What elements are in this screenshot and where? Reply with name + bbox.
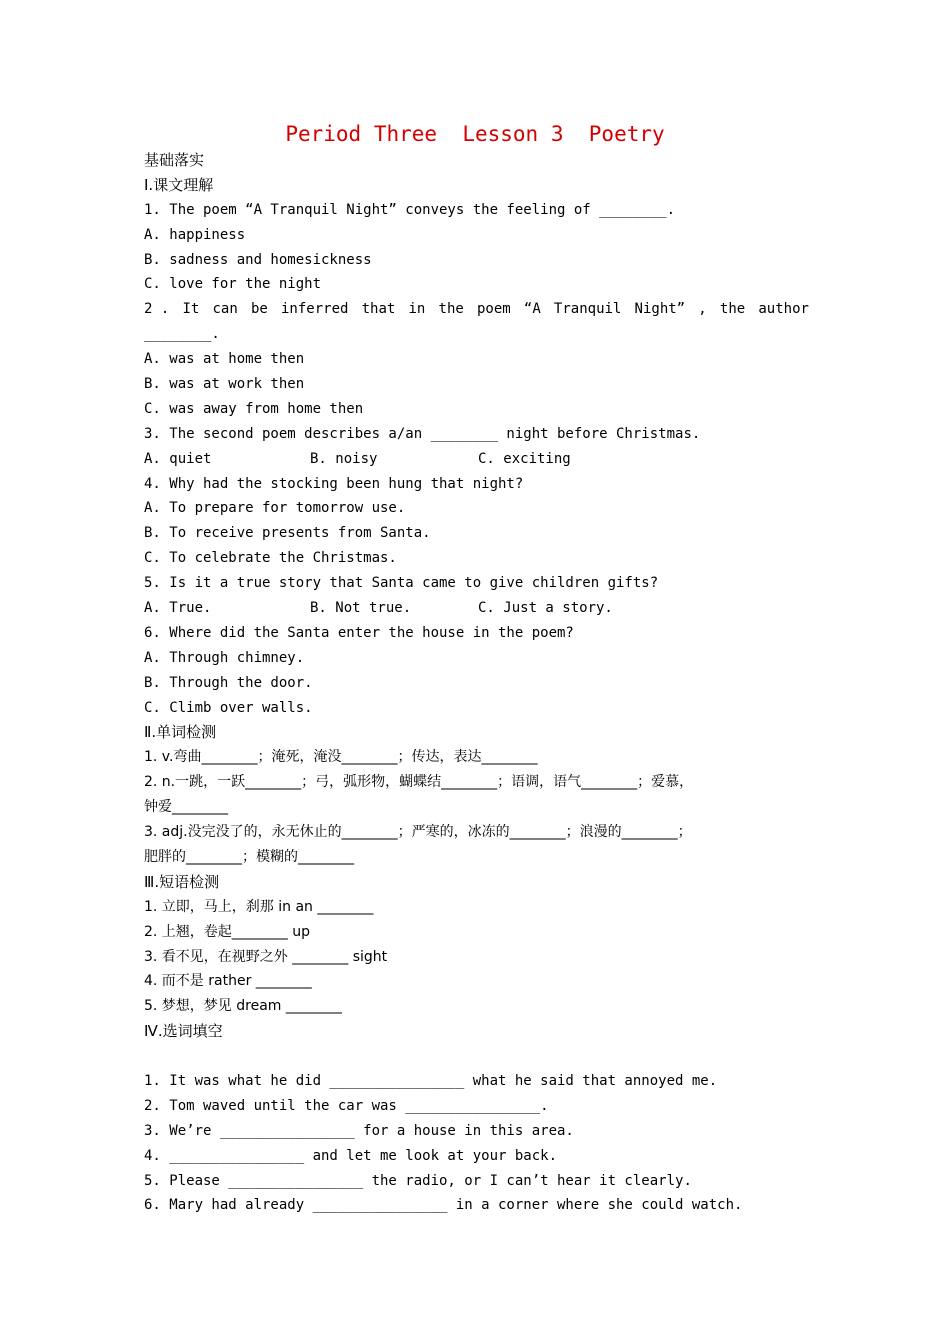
q2-word: in [408, 301, 426, 318]
q3-option-a: A. quiet [144, 450, 212, 467]
q2-option-c: C. was away from home then [144, 400, 364, 417]
vocab-line-3: 钟爱________ [144, 799, 228, 816]
q5-option-b: B. Not true. [310, 600, 412, 617]
q4-option-b: B. To receive presents from Santa. [144, 525, 431, 542]
q2-word: Tranquil [553, 301, 622, 318]
q2-word: that [361, 301, 396, 318]
q3-option-b: B. noisy [310, 450, 378, 467]
q5-option-a: A. True. [144, 600, 212, 617]
q3-option-c: C. exciting [478, 450, 571, 467]
phrase-line-3: 3. 看不见，在视野之外 ________ sight [144, 948, 388, 965]
q2-word: Night” [634, 301, 686, 318]
phrase-line-2: 2. 上翘，卷起________ up [144, 923, 311, 940]
q2-option-b: B. was at work then [144, 376, 305, 393]
q4-option-c: C. To celebrate the Christmas. [144, 550, 397, 567]
q5-options [144, 596, 809, 621]
q2-word: the [719, 301, 746, 318]
q6-option-a: A. Through chimney. [144, 649, 305, 666]
question-3: 3. The second poem describes a/an ________ night before Christmas. [144, 425, 701, 442]
question-5: 5. Is it a true story that Santa came to give children gifts? [144, 575, 659, 592]
q2-word: “A [523, 301, 541, 318]
q1-option-b: B. sadness and homesickness [144, 251, 372, 268]
question-2-continuation: ________. [144, 326, 220, 343]
question-2 [144, 297, 809, 322]
q1-option-c: C. love for the night [144, 276, 322, 293]
q2-word: the [438, 301, 464, 318]
section2-heading: Ⅱ.单词检测 [144, 723, 217, 742]
vocab-line-4: 3. adj.没完没了的，永无休止的________；严寒的，冰冻的________；浪漫的________； [144, 824, 692, 841]
q2-word: be [250, 301, 268, 318]
vocab-line-5: 肥胖的________；模糊的________ [144, 848, 354, 865]
page-title: Period Three Lesson 3 Poetry [285, 122, 665, 146]
question-1: 1. The poem “A Tranquil Night” conveys the feeling of ________. [144, 201, 676, 218]
subtitle: 基础落实 [144, 151, 205, 169]
section4-heading: Ⅳ.选词填空 [144, 1022, 223, 1041]
q2-word: can [212, 301, 238, 318]
q2-word: It [182, 301, 200, 318]
section-spacer [144, 1044, 809, 1069]
section3-heading: Ⅲ.短语检测 [144, 872, 220, 891]
q2-option-a: A. was at home then [144, 351, 305, 368]
phrase-line-4: 4. 而不是 rather ________ [144, 973, 312, 990]
phrase-line-1: 1. 立即，马上，刹那 in an ________ [144, 898, 374, 915]
worksheet-content [144, 148, 809, 1218]
fill-line-3: 3. We’re ________________ for a house in this area. [144, 1122, 574, 1139]
fill-line-6: 6. Mary had already ________________ in a corner where she could watch. [144, 1197, 743, 1214]
q1-option-a: A. happiness [144, 226, 246, 243]
q2-word: 2 . [144, 301, 170, 318]
q6-option-c: C. Climb over walls. [144, 699, 313, 716]
q2-word: author [758, 301, 809, 318]
section1-heading: Ⅰ.课文理解 [144, 175, 214, 194]
q6-option-b: B. Through the door. [144, 674, 313, 691]
q2-word: inferred [281, 301, 349, 318]
question-6: 6. Where did the Santa enter the house in the poem? [144, 624, 574, 641]
q5-option-c: C. Just a story. [478, 600, 613, 617]
q3-options [144, 447, 809, 472]
q2-word: poem [477, 301, 511, 318]
question-4: 4. Why had the stocking been hung that night? [144, 475, 524, 492]
fill-line-5: 5. Please ________________ the radio, or I can’t hear it clearly. [144, 1172, 692, 1189]
phrase-line-5: 5. 梦想，梦见 dream ________ [144, 998, 342, 1015]
vocab-line-1: 1. v.弯曲________；淹死，淹没________；传达，表达________ [144, 749, 538, 766]
vocab-line-2: 2. n.一跳，一跃________；弓，弧形物，蝴蝶结________；语调，语气________；爱慕， [144, 774, 694, 791]
q2-word: , [698, 301, 707, 318]
fill-line-4: 4. ________________ and let me look at your back. [144, 1147, 558, 1164]
fill-line-1: 1. It was what he did ________________ what he said that annoyed me. [144, 1072, 718, 1089]
fill-line-2: 2. Tom waved until the car was ________________. [144, 1097, 549, 1114]
q4-option-a: A. To prepare for tomorrow use. [144, 500, 406, 517]
